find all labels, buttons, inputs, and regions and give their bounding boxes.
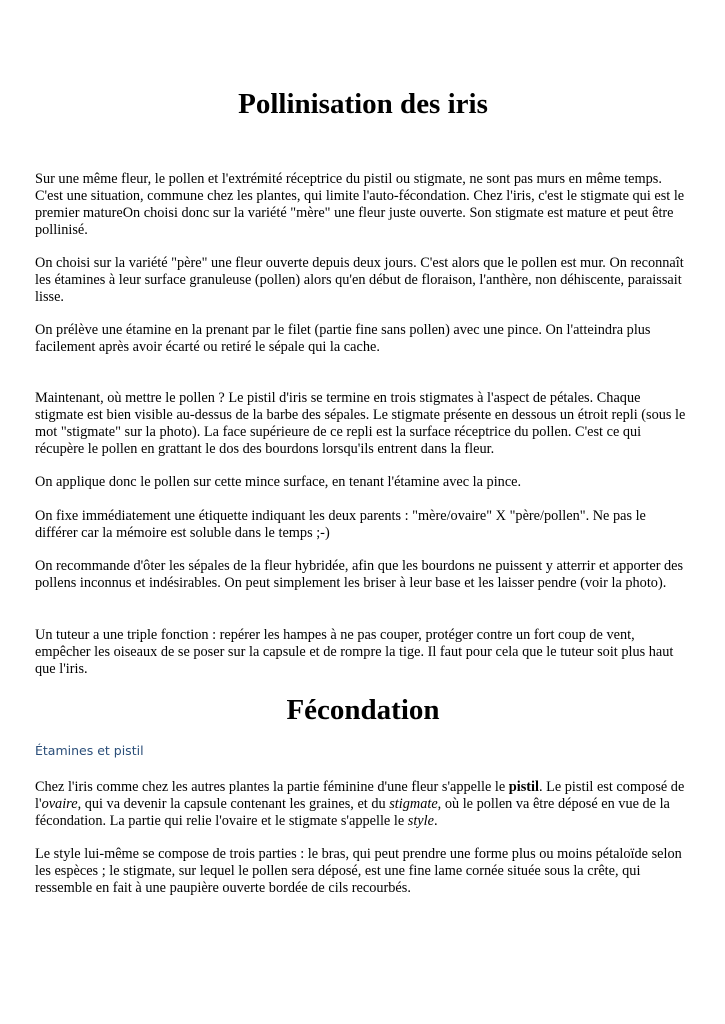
paragraph-apply-pollen: On applique donc le pollen sur cette mince surface, en tenant l'étamine avec la pince. xyxy=(35,474,522,490)
page-title: Pollinisation des iris xyxy=(238,88,488,120)
paragraph-maturity: Sur une même fleur, le pollen et l'extrémité réceptrice du pistil ou stigmate, ne sont pas murs en même temps. C'est une situation, commune chez les plantes, qui limite l'auto-fécondation. Chez l'iris, c'est le stigmate qui est le premier matureOn choisi donc sur la variété "mère" une fleur juste ouverte. Son stigmate est mature et peut être pollinisé. xyxy=(35,171,685,238)
paragraph-remove-sepals: On recommande d'ôter les sépales de la fleur hybridée, afin que les bourdons ne puissent y atterrir et apporter des pollens inconnus et indésirables. On peut simplement les briser à leur base et les laisser pendre (voir la photo). xyxy=(35,558,684,591)
term-style: style xyxy=(407,813,434,829)
paragraph-pistil xyxy=(35,779,691,830)
text-run: . Le pistil est composé de l' xyxy=(35,779,685,812)
term-ovaire: ovaire xyxy=(41,796,78,812)
paragraph-where-pollen: Maintenant, où mettre le pollen ? Le pistil d'iris se termine en trois stigmates à l'aspect de pétales. Chaque stigmate est bien visible au-dessus de la barbe des sépales. Le stigmate présente en dessous un étroit repli (sous le mot "stigmate" sur la photo). La face supérieure de ce repli est la surface réceptrice du pollen. C'est ce qui récupère le pollen en grattant le dos des bourdons lorsqu'ils entrent dans la fleur. xyxy=(35,390,686,457)
text-run: Chez l'iris comme chez les autres plantes la partie féminine d'une fleur s'appelle le xyxy=(35,779,509,795)
subheading-stamens-pistil: Étamines et pistil xyxy=(35,743,144,758)
paragraph-father-flower: On choisi sur la variété "père" une fleur ouverte depuis deux jours. C'est alors que le pollen est mur. On reconnaît les étamines à leur surface granuleuse (pollen) alors qu'en début de floraison, l'anthère, non déhiscente, paraissait lisse. xyxy=(35,255,684,305)
text-run: , qui va devenir la capsule contenant les graines, et du xyxy=(77,796,390,812)
section-title-fecondation: Fécondation xyxy=(286,694,440,726)
paragraph-stake: Un tuteur a une triple fonction : repérer les hampes à ne pas couper, protéger contre un fort coup de vent, empêcher les oiseaux de se poser sur la capsule et de rompre la tige. Il faut pour cela que le tuteur soit plus haut que l'iris. xyxy=(35,627,674,677)
text-run: . xyxy=(433,813,438,829)
term-stigmate: stigmate xyxy=(389,796,438,812)
term-pistil: pistil xyxy=(508,779,539,795)
paragraph-style: Le style lui-même se compose de trois parties : le bras, qui peut prendre une forme plus ou moins pétaloïde selon les espèces ; le stigmate, sur lequel le pollen sera déposé, est une fine lame cornée située sous la crête, qui ressemble en fait à une paupière ouverte bordée de cils recourbés. xyxy=(35,846,682,896)
paragraph-stamen-pick: On prélève une étamine en la prenant par le filet (partie fine sans pollen) avec une pince. On l'atteindra plus facilement après avoir écarté ou retiré le sépale qui la cache. xyxy=(35,322,651,355)
paragraph-label: On fixe immédiatement une étiquette indiquant les deux parents : "mère/ovaire" X "père/pollen". Ne pas le différer car la mémoire est soluble dans le temps ;-) xyxy=(35,508,646,541)
text-run: , où le pollen va être déposé en vue de la fécondation. La partie qui relie l'ovaire et le stigmate s'appelle le xyxy=(35,796,670,829)
